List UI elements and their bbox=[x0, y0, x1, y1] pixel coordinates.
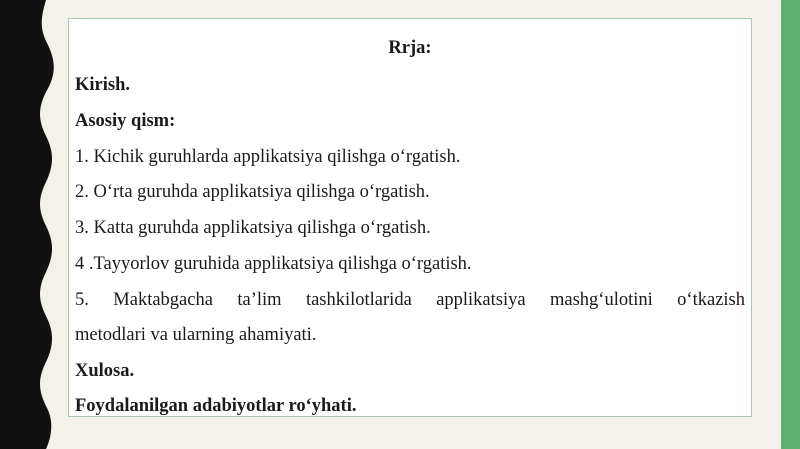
list-item: 3. Katta guruhda applikatsiya qilishga o‘rgatish. bbox=[75, 218, 431, 238]
list-item: 2. O‘rta guruhda applikatsiya qilishga o‘rgatish. bbox=[75, 182, 430, 202]
main-part-heading: Asosiy qism: bbox=[75, 111, 176, 131]
list-item: 5. Maktabgacha ta’lim tashkilotlarida applikatsiya mashg‘ulotini o‘tkazish bbox=[75, 290, 745, 310]
content-card bbox=[68, 18, 752, 417]
list-item: 1. Kichik guruhlarda applikatsiya qilishga o‘rgatish. bbox=[75, 147, 461, 167]
right-stripe-decoration bbox=[781, 0, 800, 449]
intro-heading: Kirish. bbox=[75, 75, 130, 95]
plan-title: Rrja: bbox=[388, 38, 432, 58]
conclusion-heading: Xulosa. bbox=[75, 361, 135, 381]
list-item-continuation: metodlari va ularning ahamiyati. bbox=[75, 325, 317, 345]
references-heading: Foydalanilgan adabiyotlar ro‘yhati. bbox=[75, 396, 357, 416]
list-item: 4 .Tayyorlov guruhida applikatsiya qilishga o‘rgatish. bbox=[75, 254, 472, 274]
left-wave-decoration bbox=[0, 0, 60, 449]
right-gap bbox=[773, 0, 781, 449]
